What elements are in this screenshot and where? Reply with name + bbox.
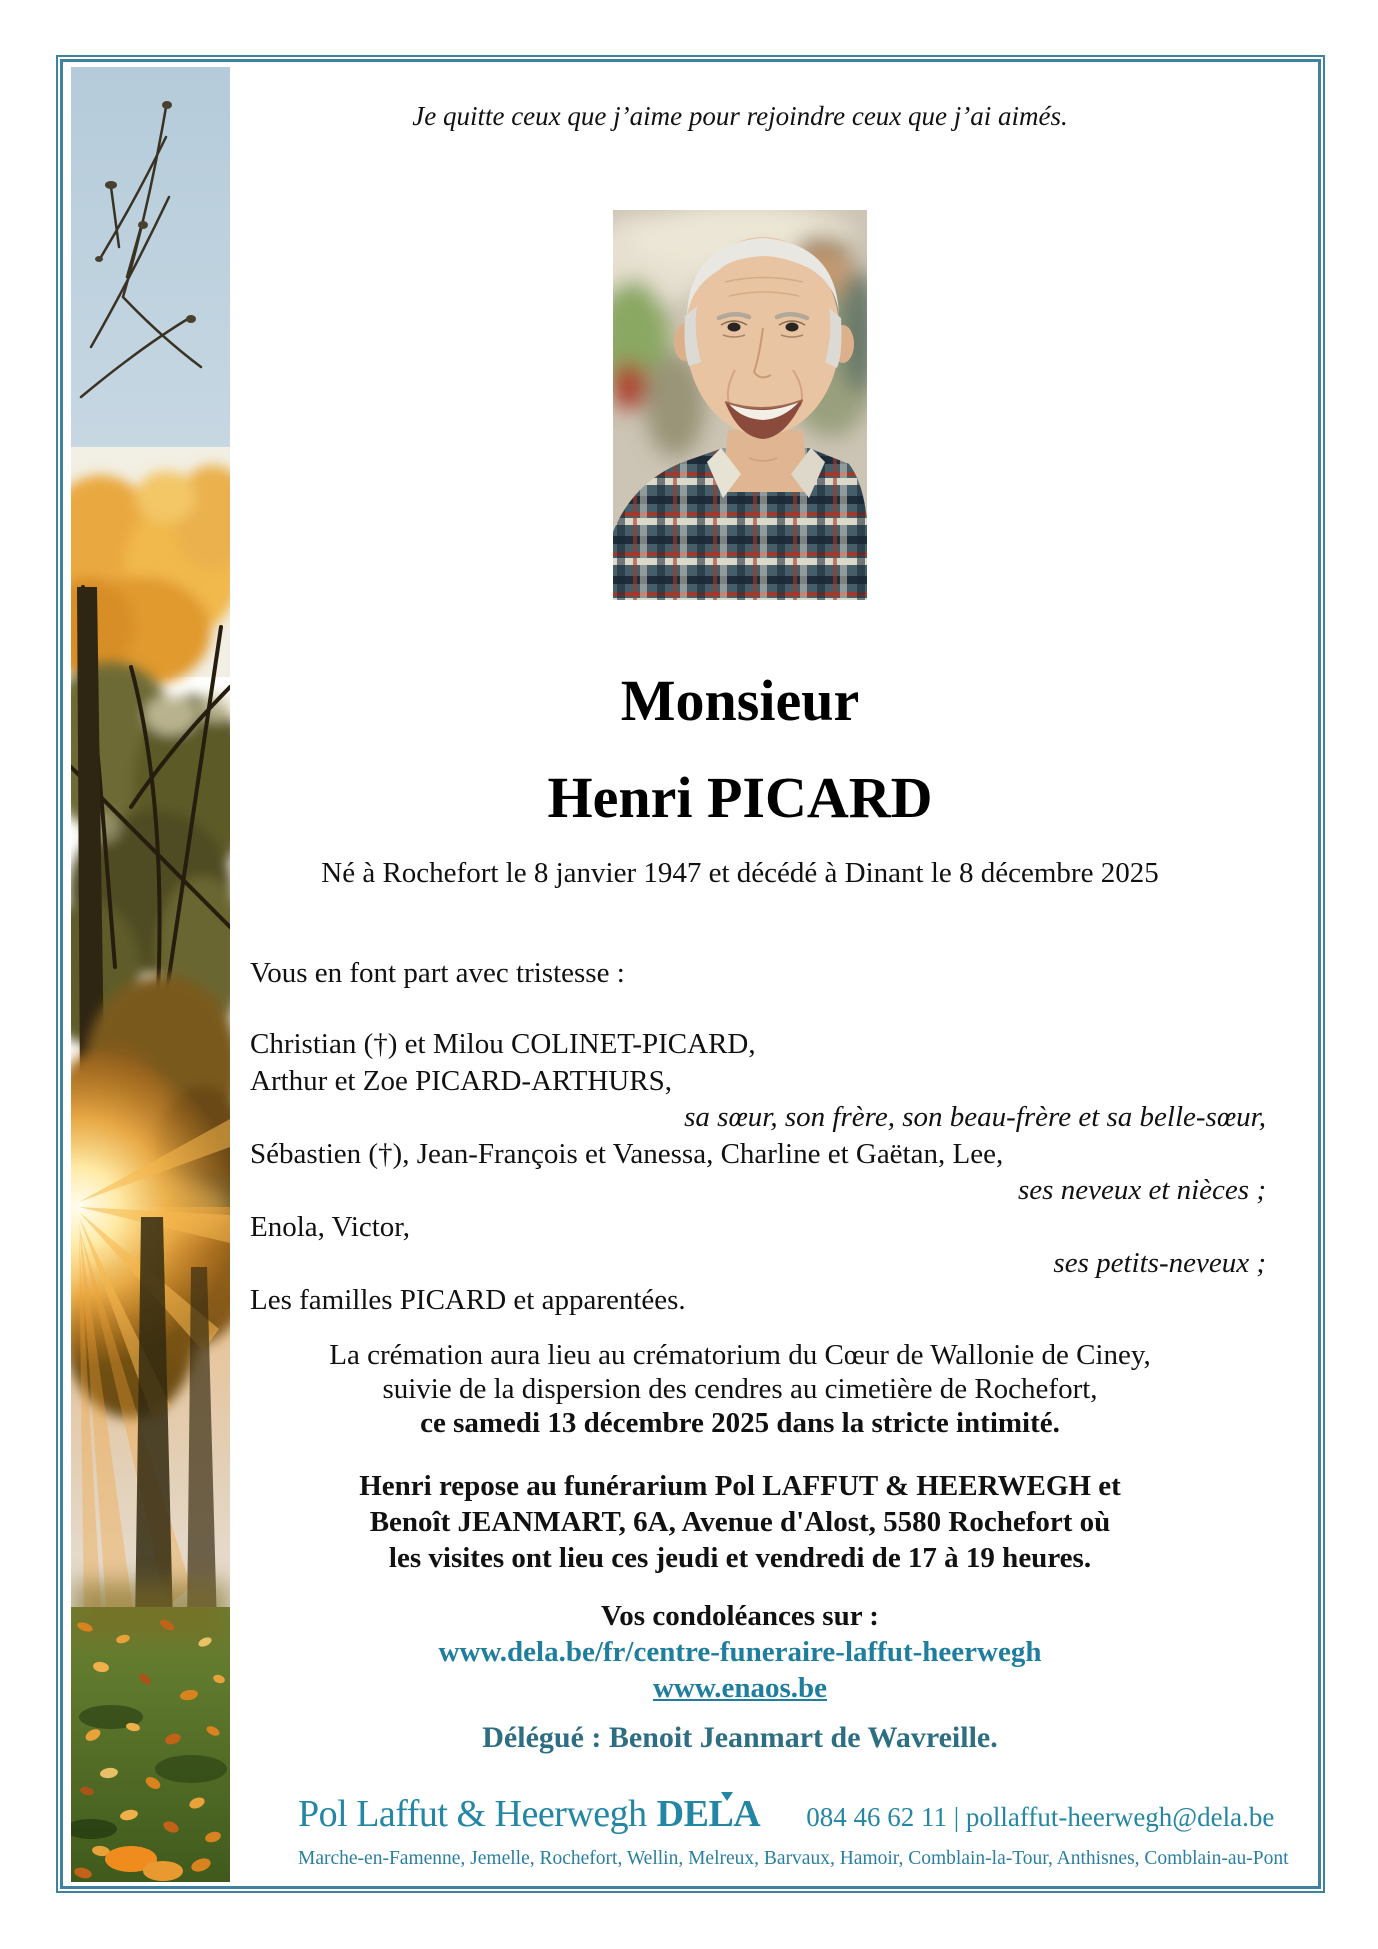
repose-line: Henri repose au funérarium Pol LAFFUT & HEERWEGH et bbox=[359, 1470, 1121, 1502]
family-line: Sébastien (†), Jean-François et Vanessa, Charline et Gaëtan, Lee, bbox=[250, 1137, 1004, 1170]
repose-line: Benoît JEANMART, 6A, Avenue d'Alost, 5580 Rochefort où bbox=[369, 1506, 1111, 1538]
delegate-line: Délégué : Benoit Jeanmart de Wavreille. bbox=[482, 1721, 998, 1754]
dela-logo bbox=[657, 1792, 761, 1836]
deceased-portrait-photo bbox=[613, 210, 867, 600]
title-block bbox=[225, 652, 1255, 846]
family-line: Les familles PICARD et apparentées. bbox=[250, 1283, 686, 1316]
autumn-photo-strip bbox=[71, 67, 230, 1882]
brand-name: Pol Laffut & Heerwegh bbox=[298, 1793, 647, 1835]
funeral-home-brand bbox=[298, 1793, 760, 1835]
condolences-url-dela: www.dela.be/fr/centre-funeraire-laffut-heerwegh bbox=[438, 1636, 1042, 1668]
life-dates: Né à Rochefort le 8 janvier 1947 et décédé à Dinant le 8 décembre 2025 bbox=[321, 857, 1159, 889]
footer-brand-row bbox=[298, 1792, 1275, 1840]
deceased-name: Henri PICARD bbox=[547, 765, 933, 830]
repose-info bbox=[225, 1468, 1255, 1576]
family-relation-line: sa sœur, son frère, son beau-frère et sa belle-sœur, bbox=[684, 1101, 1266, 1133]
title-civility: Monsieur bbox=[620, 668, 860, 733]
family-list bbox=[250, 1026, 1266, 1318]
family-relation-line: ses petits-neveux ; bbox=[1053, 1247, 1266, 1279]
dela-flag-icon bbox=[721, 1792, 733, 1801]
family-line: Christian (†) et Milou COLINET-PICARD, bbox=[250, 1028, 756, 1060]
ceremony-line: suivie de la dispersion des cendres au cimetière de Rochefort, bbox=[382, 1373, 1098, 1405]
ceremony-line: La crémation aura lieu au crématorium du Cœur de Wallonie de Ciney, bbox=[329, 1339, 1151, 1371]
family-line: Arthur et Zoe PICARD-ARTHURS, bbox=[250, 1064, 672, 1097]
condolences-heading: Vos condoléances sur : bbox=[601, 1600, 879, 1632]
footer-contact: 084 46 62 11 | pollaffut-heerwegh@dela.be bbox=[806, 1802, 1275, 1832]
family-line: Enola, Victor, bbox=[250, 1210, 411, 1243]
ceremony-info bbox=[225, 1338, 1255, 1440]
footer-locations: Marche-en-Famenne, Jemelle, Rochefort, Wellin, Melreux, Barvaux, Hamoir, Comblain-la-Tour, Anthisnes, Comblain-au-Pont bbox=[298, 1848, 1289, 1869]
condolences-link-enaos[interactable]: www.enaos.be bbox=[652, 1672, 827, 1704]
announcement-intro: Vous en font part avec tristesse : bbox=[250, 957, 625, 989]
family-relation-line: ses neveux et nièces ; bbox=[1018, 1174, 1266, 1206]
memorial-quote: Je quitte ceux que j’aime pour rejoindre ceux que j’ai aimés. bbox=[412, 101, 1068, 131]
condolences-section bbox=[225, 1598, 1255, 1706]
dela-logo-text: DELA bbox=[656, 1793, 761, 1835]
repose-line: les visites ont lieu ces jeudi et vendredi de 17 à 19 heures. bbox=[388, 1542, 1092, 1574]
ceremony-date-line: ce samedi 13 décembre 2025 dans la stricte intimité. bbox=[420, 1407, 1060, 1439]
